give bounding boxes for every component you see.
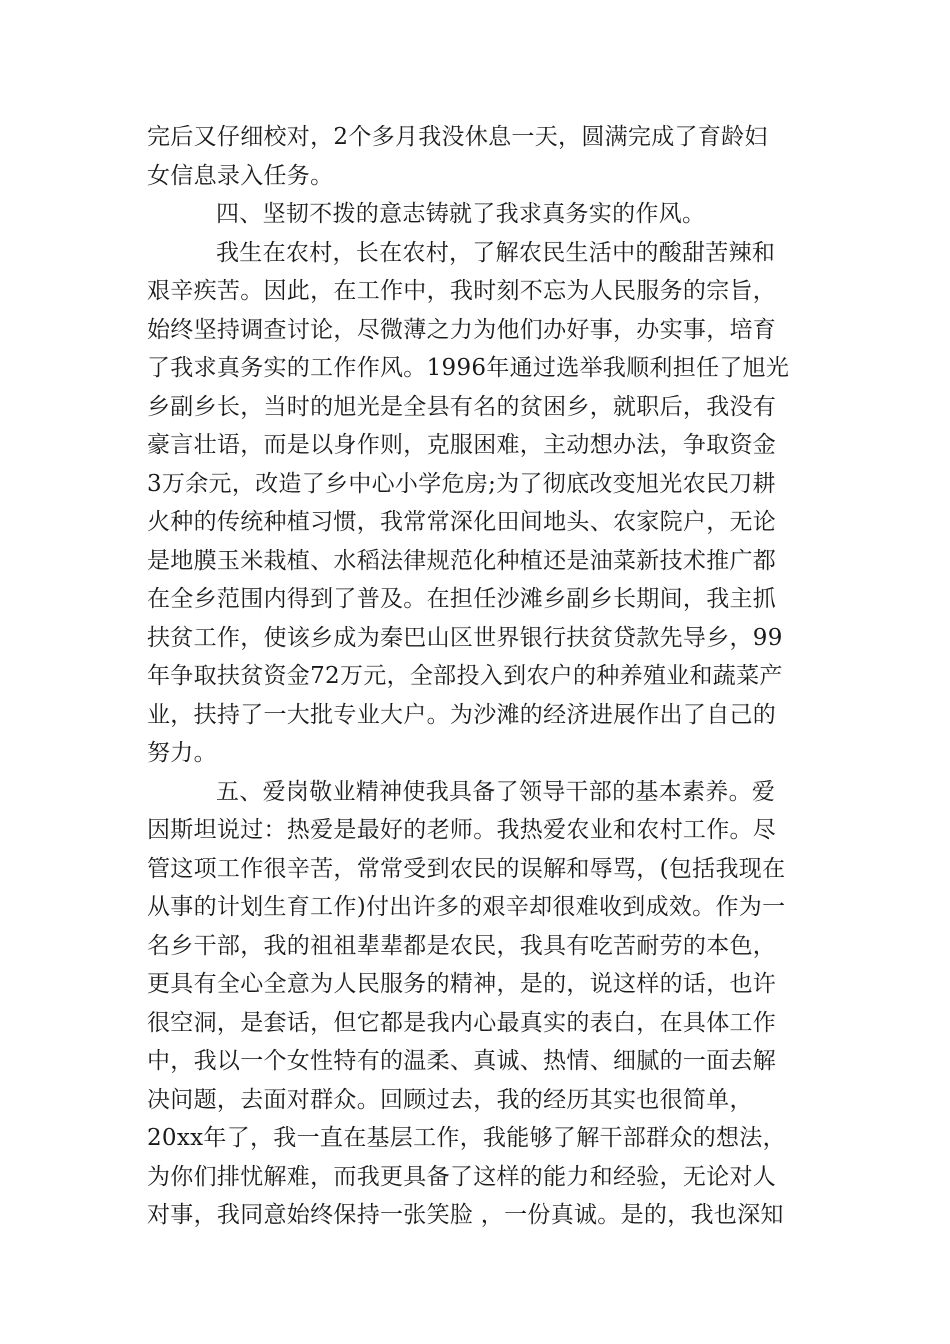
text-line: 火种的传统种植习惯，我常常深化田间地头、农家院户，无论 bbox=[147, 509, 777, 535]
text-line: 更具有全心全意为人民服务的精神，是的，说这样的话，也许 bbox=[147, 971, 777, 997]
text-line: 业，扶持了一大批专业大户。为沙滩的经济进展作出了自己的 bbox=[147, 701, 777, 728]
text-line: 我生在农村，长在农村，了解农民生活中的酸甜苦辣和 bbox=[216, 239, 776, 266]
text-line: 扶贫工作，使该乡成为秦巴山区世界银行扶贫贷款先导乡，99 bbox=[147, 624, 783, 651]
document-body bbox=[147, 118, 807, 1235]
text-line: 女信息录入任务。 bbox=[147, 162, 334, 189]
text-line: 对事，我同意始终保持一张笑脸 ，一份真诚。是的，我也深知 bbox=[147, 1202, 784, 1228]
text-line: 乡副乡长，当时的旭光是全县有名的贫困乡，就职后，我没有 bbox=[147, 393, 777, 420]
text-line: 五、爱岗敬业精神使我具备了领导干部的基本素养。爱 bbox=[216, 778, 776, 805]
text-line: 努力。 bbox=[147, 740, 217, 766]
text-line: 中，我以一个女性特有的温柔、真诚、热情、细腻的一面去解 bbox=[147, 1048, 777, 1074]
text-line: 完后又仔细校对，2个多月我没休息一天，圆满完成了育龄妇 bbox=[147, 124, 768, 150]
text-line: 是地膜玉米栽植、水稻法律规范化种植还是油菜新技术推广都 bbox=[147, 547, 777, 574]
text-line: 决问题，去面对群众。回顾过去，我的经历其实也很简单， bbox=[147, 1086, 753, 1113]
text-line: 四、坚韧不拨的意志铸就了我求真务实的作风。 bbox=[216, 201, 706, 227]
text-line: 艰辛疾苦。因此，在工作中，我时刻不忘为人民服务的宗旨， bbox=[147, 278, 777, 304]
text-line: 管这项工作很辛苦，常常受到农民的误解和辱骂，(包括我现在 bbox=[147, 855, 786, 882]
text-line: 从事的计划生育工作)付出许多的艰辛却很难收到成效。作为一 bbox=[147, 894, 786, 920]
text-line: 年争取扶贫资金72万元，全部投入到农户的种养殖业和蔬菜产 bbox=[147, 663, 783, 689]
text-line: 为你们排忧解难，而我更具备了这样的能力和经验，无论对人 bbox=[147, 1163, 777, 1190]
text-line: 20xx年了，我一直在基层工作，我能够了解干部群众的想法， bbox=[147, 1125, 786, 1151]
text-line: 在全乡范围内得到了普及。在担任沙滩乡副乡长期间，我主抓 bbox=[147, 586, 777, 612]
text-line: 名乡干部，我的祖祖辈辈都是农民，我具有吃苦耐劳的本色， bbox=[147, 932, 777, 959]
text-line: 因斯坦说过：热爱是最好的老师。我热爱农业和农村工作。尽 bbox=[147, 817, 777, 843]
text-line: 3万余元，改造了乡中心小学危房;为了彻底改变旭光农民刀耕 bbox=[147, 470, 776, 497]
text-line: 豪言壮语，而是以身作则，克服困难，主动想办法，争取资金 bbox=[147, 432, 777, 458]
text-line: 很空洞，是套话，但它都是我内心最真实的表白，在具体工作 bbox=[147, 1009, 777, 1036]
text-line: 始终坚持调查讨论，尽微薄之力为他们办好事，办实事，培育 bbox=[147, 316, 777, 343]
text-line: 了我求真务实的工作作风。1996年通过选举我顺利担任了旭光 bbox=[147, 355, 790, 381]
